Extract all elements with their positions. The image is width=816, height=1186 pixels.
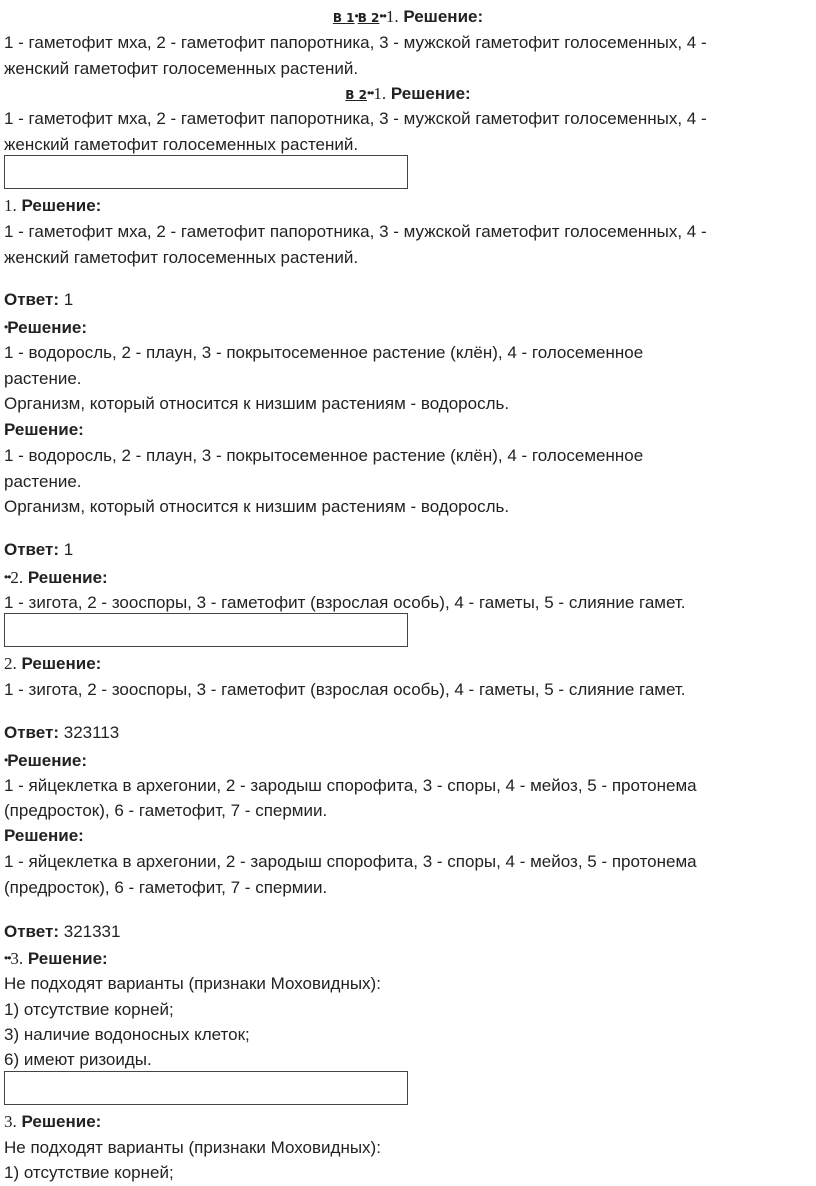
solution-heading	[4, 654, 101, 674]
text-line: женский гаметофит голосеменных растений.	[4, 248, 359, 267]
answer-value: 1	[63, 290, 74, 309]
bullet-icon: ••	[4, 570, 11, 584]
solution-heading	[4, 196, 101, 216]
question-number: 1.	[4, 196, 17, 215]
text-line: (предросток), 6 - гаметофит, 7 - спермии.	[4, 878, 328, 897]
list-item: 6) имеют ризоиды.	[4, 1050, 152, 1069]
solution-label: Решение:	[4, 826, 84, 845]
answer-label: Ответ:	[4, 723, 59, 742]
text-line: 1 - водоросль, 2 - плаун, 3 - покрытосеменное растение (клён), 4 - голосеменное	[4, 446, 644, 465]
solution-label: Решение:	[390, 84, 471, 103]
text-line: 1 - гаметофит мха, 2 - гаметофит папоротника, 3 - мужской гаметофит голосеменных, 4 -	[4, 222, 707, 241]
solution-label: Решение:	[7, 318, 88, 337]
text-line: Не подходят варианты (признаки Моховидных):	[4, 1138, 381, 1157]
text-line: 1 - яйцеклетка в архегонии, 2 - зародыш спорофита, 3 - споры, 4 - мейоз, 5 - протонема	[4, 776, 697, 795]
answer-line	[4, 540, 73, 560]
text-line: Организм, который относится к низшим растениям - водоросль.	[4, 394, 510, 413]
question-number: 2.	[4, 654, 17, 673]
solution-heading	[4, 317, 87, 338]
list-item: 1) отсутствие корней;	[4, 1163, 174, 1182]
header-variant-2: В 2	[357, 11, 380, 25]
text-line: женский гаметофит голосеменных растений.	[4, 59, 359, 78]
text-line: 1 - зигота, 2 - зооспоры, 3 - гаметофит (взрослая особь), 4 - гаметы, 5 - слияние гамет.	[4, 680, 686, 699]
question-number: 1.	[373, 84, 387, 103]
list-item: 3) наличие водоносных клеток;	[4, 1025, 250, 1044]
solution-label: Решение:	[21, 1112, 102, 1131]
solution-heading	[4, 826, 84, 846]
header-line-1	[0, 6, 816, 28]
header-line-2	[0, 83, 816, 105]
solution-label: Решение:	[7, 751, 88, 770]
answer-input-box[interactable]	[4, 155, 408, 189]
solution-label: Решение:	[4, 420, 84, 439]
answer-label: Ответ:	[4, 540, 59, 559]
solution-label: Решение:	[21, 196, 102, 215]
solution-heading	[4, 750, 87, 771]
text-line: женский гаметофит голосеменных растений.	[4, 135, 359, 154]
bullet-icon: •	[4, 320, 8, 334]
answer-input-box[interactable]	[4, 613, 408, 647]
header-variant-2: В 2	[345, 88, 367, 102]
solution-heading	[4, 1112, 101, 1132]
question-number: 3.	[4, 1112, 17, 1131]
answer-label: Ответ:	[4, 922, 59, 941]
bullet-icon: ••	[366, 86, 374, 100]
solution-heading	[4, 948, 108, 969]
solution-label: Решение:	[27, 568, 108, 587]
text-line: Организм, который относится к низшим растениям - водоросль.	[4, 497, 510, 516]
text-line: 1 - гаметофит мха, 2 - гаметофит папоротника, 3 - мужской гаметофит голосеменных, 4 -	[4, 109, 707, 128]
text-line: растение.	[4, 472, 82, 491]
answer-value: 323113	[63, 723, 120, 742]
text-line: Не подходят варианты (признаки Моховидных):	[4, 974, 381, 993]
answer-line	[4, 922, 120, 942]
solution-heading	[4, 567, 108, 588]
bullet-icon: ••	[4, 951, 11, 965]
answer-input-box[interactable]	[4, 1071, 408, 1105]
answer-value: 321331	[63, 922, 121, 941]
list-item: 1) отсутствие корней;	[4, 1000, 174, 1019]
text-line: растение.	[4, 369, 82, 388]
text-line: 1 - водоросль, 2 - плаун, 3 - покрытосеменное растение (клён), 4 - голосеменное	[4, 343, 644, 362]
solution-heading	[4, 420, 84, 440]
solution-label: Решение:	[27, 949, 108, 968]
text-line: 1 - яйцеклетка в архегонии, 2 - зародыш спорофита, 3 - споры, 4 - мейоз, 5 - протонема	[4, 852, 697, 871]
answer-label: Ответ:	[4, 290, 59, 309]
text-line: 1 - зигота, 2 - зооспоры, 3 - гаметофит (взрослая особь), 4 - гаметы, 5 - слияние гамет.	[4, 593, 686, 612]
header-variant-1: В 1	[332, 11, 355, 25]
question-number: 3.	[10, 949, 24, 968]
bullet-icon: ••	[379, 9, 386, 23]
question-number: 2.	[10, 568, 24, 587]
solution-label: Решение:	[21, 654, 102, 673]
bullet-icon: •	[4, 753, 8, 767]
answer-value: 1	[63, 540, 74, 559]
text-line: (предросток), 6 - гаметофит, 7 - спермии.	[4, 801, 328, 820]
answer-line	[4, 723, 119, 743]
bullet-icon: •	[354, 9, 358, 23]
solution-label: Решение:	[403, 7, 484, 26]
answer-line	[4, 290, 73, 310]
question-number: 1.	[385, 7, 399, 26]
text-line: 1 - гаметофит мха, 2 - гаметофит папоротника, 3 - мужской гаметофит голосеменных, 4 -	[4, 33, 707, 52]
